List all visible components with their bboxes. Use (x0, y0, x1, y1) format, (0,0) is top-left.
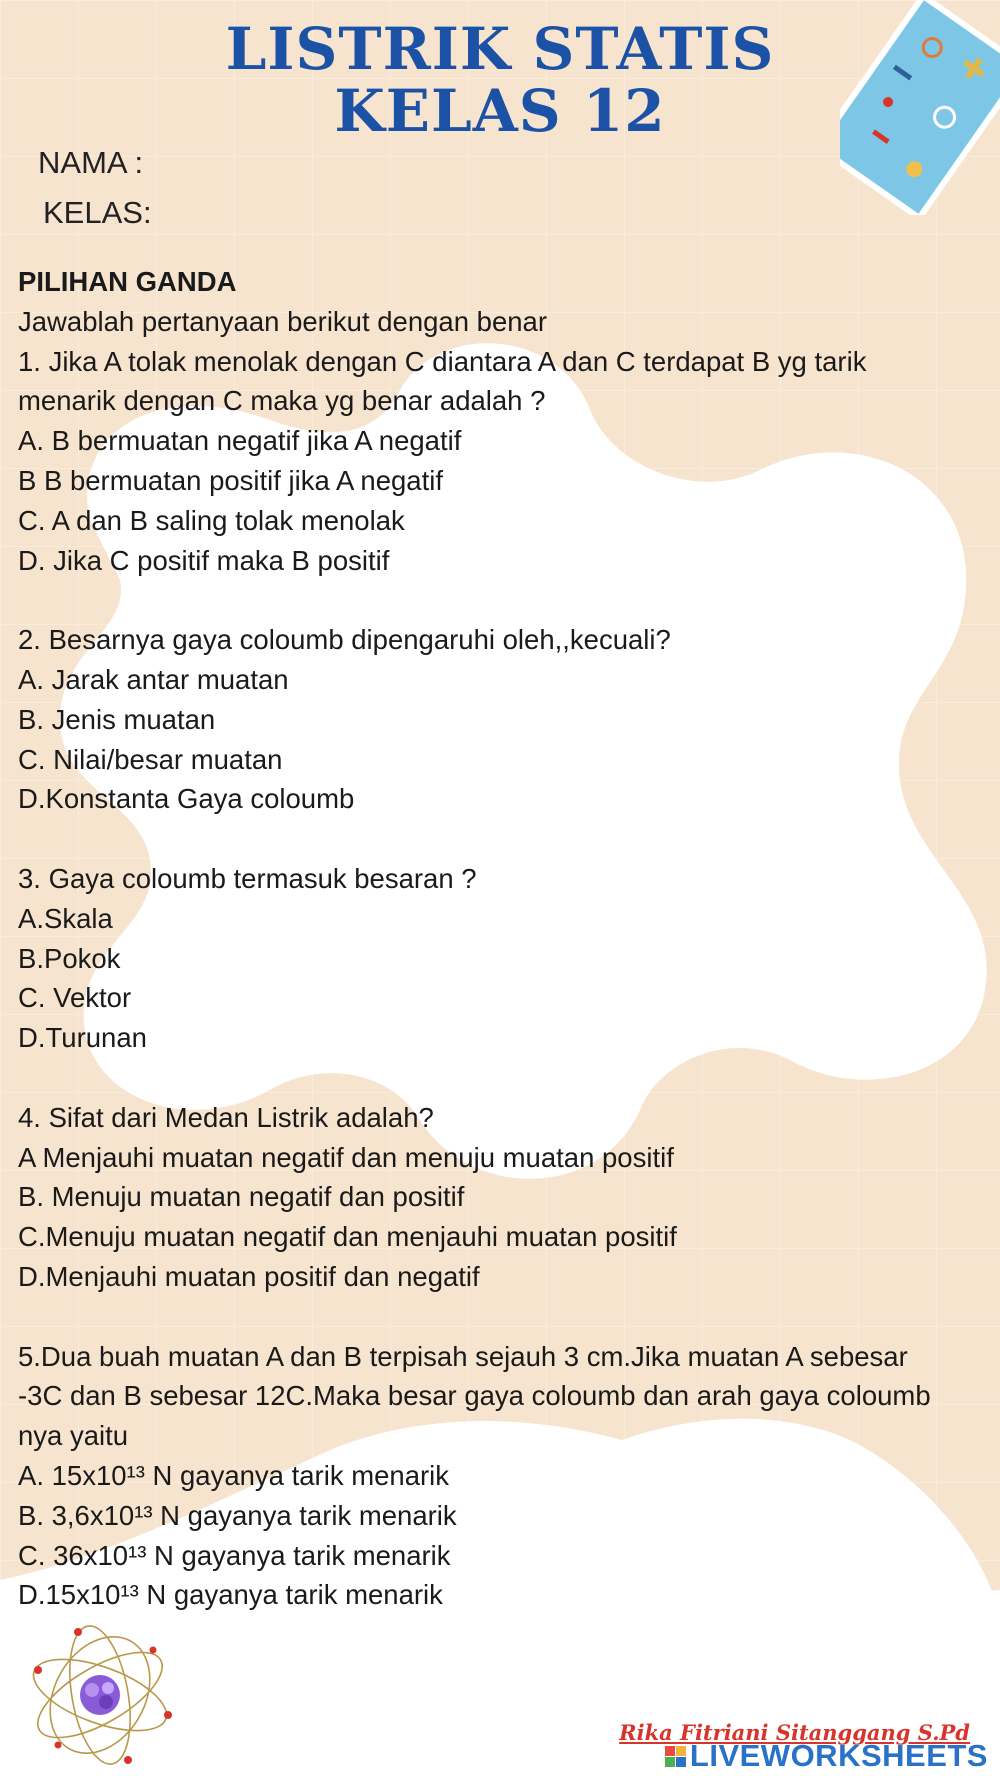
watermark (665, 1738, 988, 1774)
question-3 (18, 859, 993, 1058)
question-5 (18, 1337, 993, 1616)
option-b[interactable]: B. Menuju muatan negatif dan positif (18, 1181, 465, 1213)
nama-label: NAMA : (38, 145, 144, 180)
option-d[interactable]: D.Menjauhi muatan positif dan negatif (18, 1260, 480, 1292)
page-title (0, 15, 1000, 145)
question-text: 1. Jika A tolak menolak dengan C diantara A dan C terdapat B yg tarik (18, 345, 867, 377)
watermark-logo-icon (665, 1746, 686, 1767)
question-text: 4. Sifat dari Medan Listrik adalah? (18, 1101, 434, 1133)
title-line-2: KELAS 12 (334, 77, 666, 145)
option-d[interactable]: D. Jika C positif maka B positif (18, 544, 390, 576)
question-text: nya yaitu (18, 1420, 129, 1452)
option-c[interactable]: C. Nilai/besar muatan (18, 743, 283, 775)
option-a[interactable]: A Menjauhi muatan negatif dan menuju muatan positif (18, 1141, 674, 1173)
question-text: menarik dengan C maka yg benar adalah ? (18, 385, 546, 417)
watermark-text: LIVEWORKSHEETS (689, 1738, 988, 1773)
option-a[interactable]: A.Skala (18, 902, 113, 934)
option-d[interactable]: D.Turunan (18, 1022, 147, 1054)
option-c[interactable]: C. 36x10¹³ N gayanya tarik menarik (18, 1539, 451, 1571)
question-4 (18, 1098, 993, 1297)
question-text: 3. Gaya coloumb termasuk besaran ? (18, 862, 477, 894)
option-c[interactable]: C. Vektor (18, 982, 132, 1014)
option-c[interactable]: C. A dan B saling tolak menolak (18, 504, 405, 536)
option-a[interactable]: A. Jarak antar muatan (18, 663, 289, 695)
option-b[interactable]: B. 3,6x10¹³ N gayanya tarik menarik (18, 1499, 457, 1531)
question-content (18, 262, 993, 1615)
question-2 (18, 620, 993, 819)
instruction-text: Jawablah pertanyaan berikut dengan benar (18, 305, 547, 337)
option-b[interactable]: B.Pokok (18, 942, 121, 974)
title-line-1: LISTRIK STATIS (225, 15, 775, 83)
atom-icon (18, 1620, 183, 1770)
option-b[interactable]: B. Jenis muatan (18, 703, 216, 735)
option-d[interactable]: D.Konstanta Gaya coloumb (18, 783, 355, 815)
option-a[interactable]: A. 15x10¹³ N gayanya tarik menarik (18, 1459, 450, 1491)
question-1 (18, 342, 993, 581)
option-a[interactable]: A. B bermuatan negatif jika A negatif (18, 425, 462, 457)
author-name: Rika Fitriani Sitanggang S.Pd (619, 1720, 970, 1745)
section-heading: PILIHAN GANDA (18, 266, 237, 297)
question-text: 2. Besarnya gaya coloumb dipengaruhi oleh,,kecuali? (18, 624, 671, 656)
option-d[interactable]: D.15x10¹³ N gayanya tarik menarik (18, 1579, 443, 1611)
option-b[interactable]: B B bermuatan positif jika A negatif (18, 464, 443, 496)
question-text: -3C dan B sebesar 12C.Maka besar gaya coloumb dan arah gaya coloumb (18, 1380, 931, 1412)
option-c[interactable]: C.Menuju muatan negatif dan menjauhi muatan positif (18, 1221, 677, 1253)
question-text: 5.Dua buah muatan A dan B terpisah sejauh 3 cm.Jika muatan A sebesar (18, 1340, 908, 1372)
kelas-label: KELAS: (43, 195, 152, 230)
